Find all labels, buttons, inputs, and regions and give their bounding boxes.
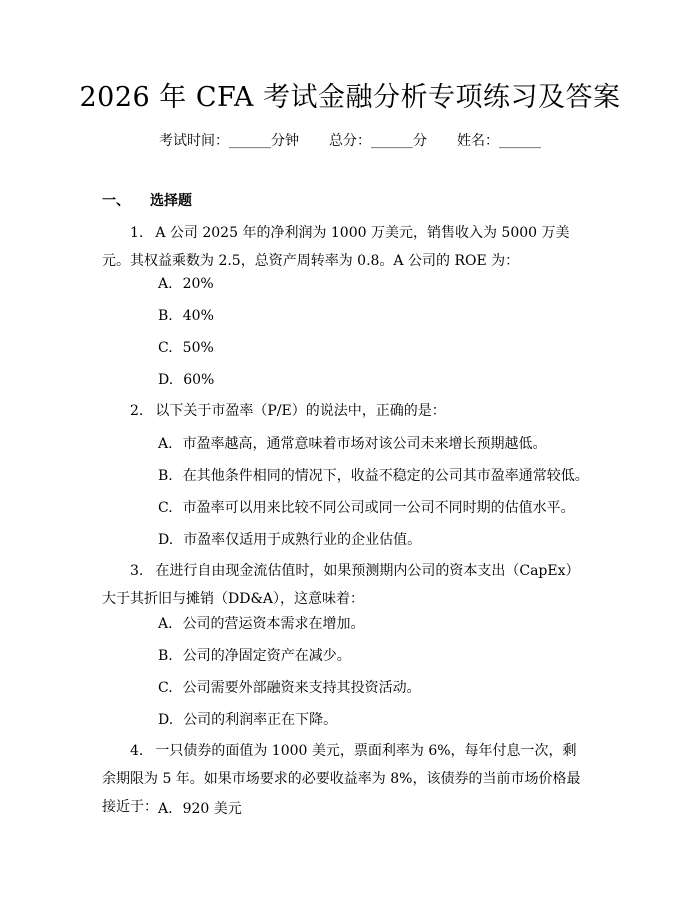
question-1-option-c	[158, 338, 214, 358]
option-text: 40%	[182, 308, 214, 324]
question-2-option-c	[158, 498, 575, 518]
option-label: A.	[158, 436, 173, 452]
option-text: 市盈率仅适用于成熟行业的企业估值。	[183, 532, 422, 548]
option-label: A.	[158, 801, 173, 817]
question-1-option-b	[158, 306, 214, 326]
question-1-option-d	[158, 370, 214, 390]
option-text: 50%	[182, 340, 214, 356]
exam-time-field: 考试时间：______分钟	[159, 133, 299, 149]
question-number: 1.	[130, 225, 144, 241]
question-number: 3.	[130, 563, 144, 579]
question-2-option-d	[158, 530, 421, 550]
option-text: 公司的营运资本需求在增加。	[182, 616, 365, 632]
option-label: C.	[158, 680, 173, 696]
question-2-option-a	[158, 434, 547, 454]
option-label: D.	[158, 532, 174, 548]
option-label: B.	[158, 308, 173, 324]
option-label: A.	[158, 276, 173, 292]
question-text: 在进行自由现金流估值时，如果预测期内公司的资本支出（CapEx）大于其折旧与摊销（DD&A），这意味着：	[102, 563, 580, 607]
question-3-option-d	[158, 710, 337, 730]
total-score-field: 总分：______分	[329, 133, 427, 149]
option-label: C.	[158, 500, 173, 516]
question-3-option-b	[158, 646, 351, 666]
document-title: 2026 年 CFA 考试金融分析专项练习及答案	[79, 82, 621, 113]
question-1-option-a	[158, 274, 214, 294]
option-text: 920 美元	[182, 801, 242, 817]
option-text: 市盈率可以用来比较不同公司或同一公司不同时期的估值水平。	[182, 500, 575, 516]
name-field: 姓名：______	[457, 133, 541, 149]
question-2-option-b	[158, 466, 589, 486]
option-label: C.	[158, 340, 173, 356]
question-3	[102, 557, 582, 613]
question-3-option-a	[158, 614, 365, 634]
section-title: 选择题	[150, 193, 192, 209]
question-text: 以下关于市盈率（P/E）的说法中，正确的是：	[155, 403, 446, 419]
option-label: D.	[158, 712, 174, 728]
question-text: 一只债券的面值为 1000 美元，票面利率为 6%，每年付息一次，剩余期限为 5 年。如果市场要求的必要收益率为 8%，该债券的当前市场价格最接近于：	[102, 743, 581, 815]
question-4-option-a	[158, 799, 242, 819]
option-label: A.	[158, 616, 173, 632]
option-text: 在其他条件相同的情况下，收益不稳定的公司其市盈率通常较低。	[182, 468, 589, 484]
question-number: 2.	[130, 403, 144, 419]
option-label: B.	[158, 468, 173, 484]
question-1	[102, 219, 582, 275]
question-number: 4.	[130, 743, 144, 759]
section-heading	[102, 191, 192, 211]
option-text: 20%	[182, 276, 214, 292]
option-label: B.	[158, 648, 173, 664]
option-text: 公司需要外部融资来支持其投资活动。	[182, 680, 421, 696]
question-text: A 公司 2025 年的净利润为 1000 万美元，销售收入为 5000 万美元。其权益乘数为 2.5，总资产周转率为 0.8。A 公司的 ROE 为：	[102, 225, 570, 269]
option-text: 公司的净固定资产在减少。	[182, 648, 351, 664]
question-2	[102, 397, 582, 425]
section-number: 一、	[102, 193, 130, 209]
exam-meta	[0, 131, 700, 151]
option-text: 市盈率越高，通常意味着市场对该公司未来增长预期越低。	[182, 436, 547, 452]
option-label: D.	[158, 372, 174, 388]
question-3-option-c	[158, 678, 421, 698]
option-text: 公司的利润率正在下降。	[183, 712, 338, 728]
option-text: 60%	[183, 372, 215, 388]
